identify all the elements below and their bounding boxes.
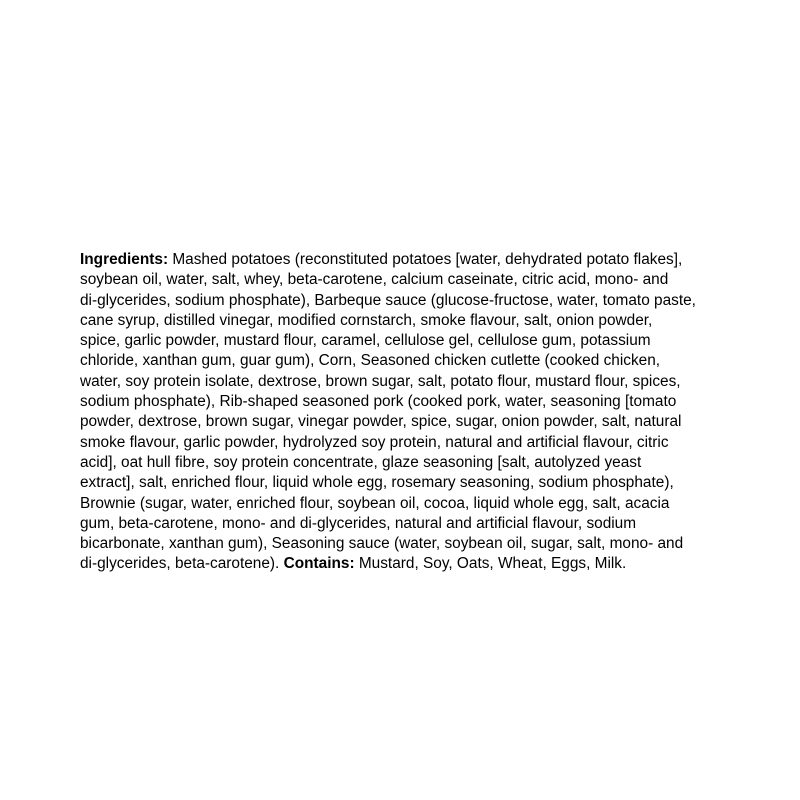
ingredients-text: Mashed potatoes (reconstituted potatoes [water, dehydrated potato flakes],	[168, 251, 683, 268]
contains-heading: Contains:	[283, 555, 355, 573]
label-line: water, soy protein isolate, dextrose, brown sugar, salt, potato flour, mustard flour, spices,	[80, 372, 681, 390]
label-line: spice, garlic powder, mustard flour, caramel, cellulose gel, cellulose gum, potassium	[80, 332, 651, 350]
label-line: gum, beta-carotene, mono- and di-glycerides, natural and artificial flavour, sodium	[80, 514, 637, 532]
label-line: sodium phosphate), Rib-shaped seasoned pork (cooked pork, water, seasoning [tomato	[80, 393, 677, 411]
label-line: acid], oat hull fibre, soy protein concentrate, glaze seasoning [salt, autolyzed yeast	[80, 453, 642, 471]
label-line: Brownie (sugar, water, enriched flour, soybean oil, cocoa, liquid whole egg, salt, acacia	[80, 494, 670, 512]
label-line: powder, dextrose, brown sugar, vinegar powder, spice, sugar, onion powder, salt, natural	[80, 413, 682, 431]
label-line: extract], salt, enriched flour, liquid whole egg, rosemary seasoning, sodium phosphate),	[80, 474, 674, 492]
label-line: di-glycerides, sodium phosphate), Barbeque sauce (glucose-fructose, water, tomato paste,	[80, 291, 696, 309]
ingredients-text-end: di-glycerides, beta-carotene).	[80, 555, 284, 573]
allergen-list: Mustard, Soy, Oats, Wheat, Eggs, Milk.	[354, 555, 627, 573]
ingredients-label	[80, 250, 730, 575]
label-line: soybean oil, water, salt, whey, beta-carotene, calcium caseinate, citric acid, mono- and	[80, 271, 669, 289]
label-line	[80, 250, 730, 270]
ingredients-heading: Ingredients:	[80, 251, 169, 268]
label-line: smoke flavour, garlic powder, hydrolyzed soy protein, natural and artificial flavour, citric	[80, 433, 669, 451]
label-line: bicarbonate, xanthan gum), Seasoning sauce (water, soybean oil, sugar, salt, mono- and	[80, 535, 684, 553]
label-line: cane syrup, distilled vinegar, modified cornstarch, smoke flavour, salt, onion powder,	[80, 311, 653, 329]
label-line	[80, 554, 730, 574]
label-line: chloride, xanthan gum, guar gum), Corn, Seasoned chicken cutlette (cooked chicken,	[80, 352, 661, 370]
